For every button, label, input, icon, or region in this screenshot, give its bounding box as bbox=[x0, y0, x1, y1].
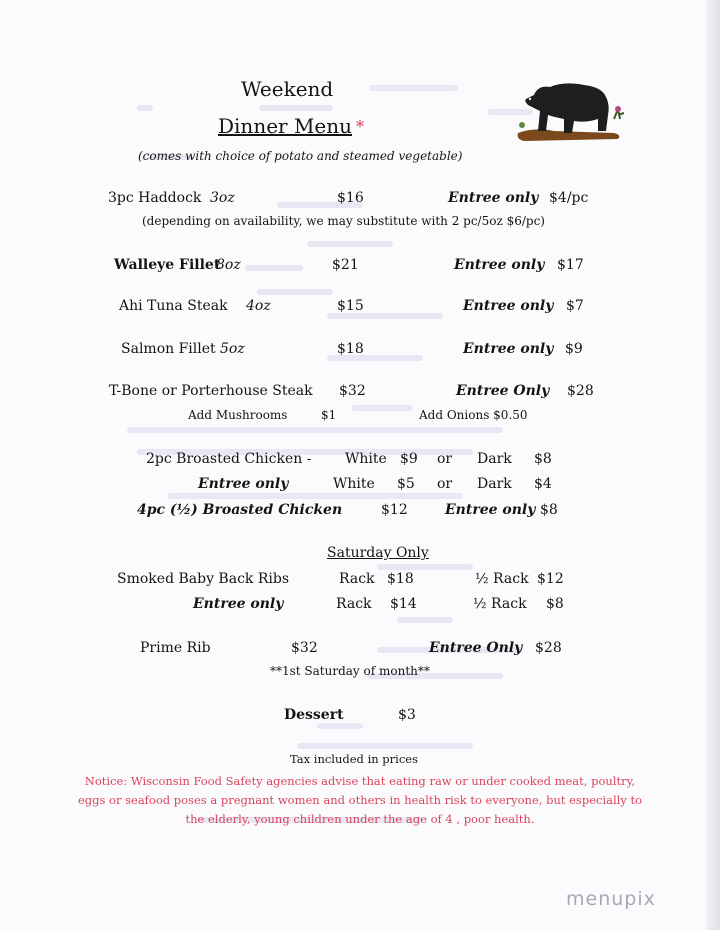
tbone-addon1-price: $1 bbox=[321, 408, 337, 422]
ribs-rack-price: $18 bbox=[387, 571, 414, 587]
haddock-price: $16 bbox=[337, 190, 364, 206]
salmon-price: $18 bbox=[337, 341, 364, 357]
dessert-label: Dessert bbox=[284, 707, 344, 723]
walleye-entree-label: Entree only bbox=[454, 257, 545, 273]
chicken4-name: 4pc (½) Broasted Chicken bbox=[137, 502, 343, 518]
food-safety-notice: Notice: Wisconsin Food Safety agencies advise that eating raw or under cooked meat, poultry, eggs or seafood poses a pregnant women and others in health risk to everyone, but especially to the elderly, young children under the age of 4 , poor health. bbox=[77, 774, 643, 826]
walleye-price: $21 bbox=[332, 257, 359, 273]
title-asterisk: * bbox=[356, 117, 364, 136]
ribs-entree-half-price: $8 bbox=[546, 596, 564, 612]
haddock-size: 3oz bbox=[210, 190, 235, 206]
chicken4-entree-price: $8 bbox=[540, 502, 558, 518]
ahi-name: Ahi Tuna Steak bbox=[119, 298, 228, 314]
chicken2-entree-label: Entree only bbox=[198, 476, 289, 492]
salmon-size: 5oz bbox=[220, 341, 245, 357]
salmon-entree-label: Entree only bbox=[463, 341, 554, 357]
ahi-size: 4oz bbox=[246, 298, 271, 314]
menu-title-line1: Weekend bbox=[241, 77, 334, 101]
salmon-name: Salmon Fillet bbox=[121, 341, 216, 357]
haddock-entree-label: Entree only bbox=[448, 190, 539, 206]
chicken2-or: or bbox=[437, 451, 453, 467]
ahi-entree-price: $7 bbox=[566, 298, 584, 314]
walleye-size: 8oz bbox=[216, 257, 241, 273]
menupix-watermark: menupix bbox=[566, 888, 656, 910]
ribs-entree-half-label: ½ Rack bbox=[473, 596, 527, 612]
tbone-name: T-Bone or Porterhouse Steak bbox=[109, 383, 313, 399]
prime-rib-note: **1st Saturday of month** bbox=[270, 664, 430, 678]
ribs-half-rack-label: ½ Rack bbox=[475, 571, 529, 587]
tbone-entree-price: $28 bbox=[567, 383, 594, 399]
haddock-note: (depending on availability, we may substitute with 2 pc/5oz $6/pc) bbox=[142, 214, 545, 228]
prime-rib-name: Prime Rib bbox=[140, 640, 211, 656]
saturday-heading: Saturday Only bbox=[327, 545, 429, 561]
chicken2-name: 2pc Broasted Chicken - bbox=[146, 451, 312, 467]
ahi-price: $15 bbox=[337, 298, 364, 314]
menu-title-line2: Dinner Menu bbox=[218, 114, 353, 138]
chicken2-white-price: $9 bbox=[400, 451, 418, 467]
ribs-name: Smoked Baby Back Ribs bbox=[117, 571, 290, 587]
haddock-name: 3pc Haddock bbox=[108, 190, 202, 206]
menu-subtitle: (comes with choice of potato and steamed vegetable) bbox=[138, 149, 463, 163]
tax-note: Tax included in prices bbox=[290, 752, 418, 766]
chicken4-price: $12 bbox=[381, 502, 408, 518]
chicken2-entree-dark: Dark bbox=[477, 476, 512, 492]
chicken2-entree-dark-price: $4 bbox=[534, 476, 552, 492]
prime-rib-entree-label: Entree Only bbox=[429, 640, 523, 656]
prime-rib-price: $32 bbox=[291, 640, 318, 656]
ribs-rack-label: Rack bbox=[339, 571, 375, 587]
chicken2-dark-price: $8 bbox=[534, 451, 552, 467]
ribs-entree-rack-label: Rack bbox=[336, 596, 372, 612]
chicken4-entree-label: Entree only bbox=[445, 502, 536, 518]
chicken2-dark-label: Dark bbox=[477, 451, 512, 467]
chicken2-entree-or: or bbox=[437, 476, 453, 492]
ribs-entree-rack-price: $14 bbox=[390, 596, 417, 612]
ribs-entree-label: Entree only bbox=[193, 596, 284, 612]
ahi-entree-label: Entree only bbox=[463, 298, 554, 314]
dessert-price: $3 bbox=[398, 707, 416, 723]
walleye-name: Walleye Fillet bbox=[114, 257, 221, 273]
tbone-entree-label: Entree Only bbox=[456, 383, 550, 399]
prime-rib-entree-price: $28 bbox=[535, 640, 562, 656]
tbone-addon1-label: Add Mushrooms bbox=[188, 408, 288, 422]
tbone-price: $32 bbox=[339, 383, 366, 399]
chicken2-white-label: White bbox=[345, 451, 387, 467]
bear-illustration bbox=[514, 75, 626, 145]
walleye-entree-price: $17 bbox=[557, 257, 584, 273]
haddock-entree-price: $4/pc bbox=[549, 190, 589, 206]
chicken2-entree-white: White bbox=[333, 476, 375, 492]
chicken2-entree-white-price: $5 bbox=[397, 476, 415, 492]
tbone-addon2: Add Onions $0.50 bbox=[419, 408, 528, 422]
salmon-entree-price: $9 bbox=[565, 341, 583, 357]
ribs-half-rack-price: $12 bbox=[537, 571, 564, 587]
